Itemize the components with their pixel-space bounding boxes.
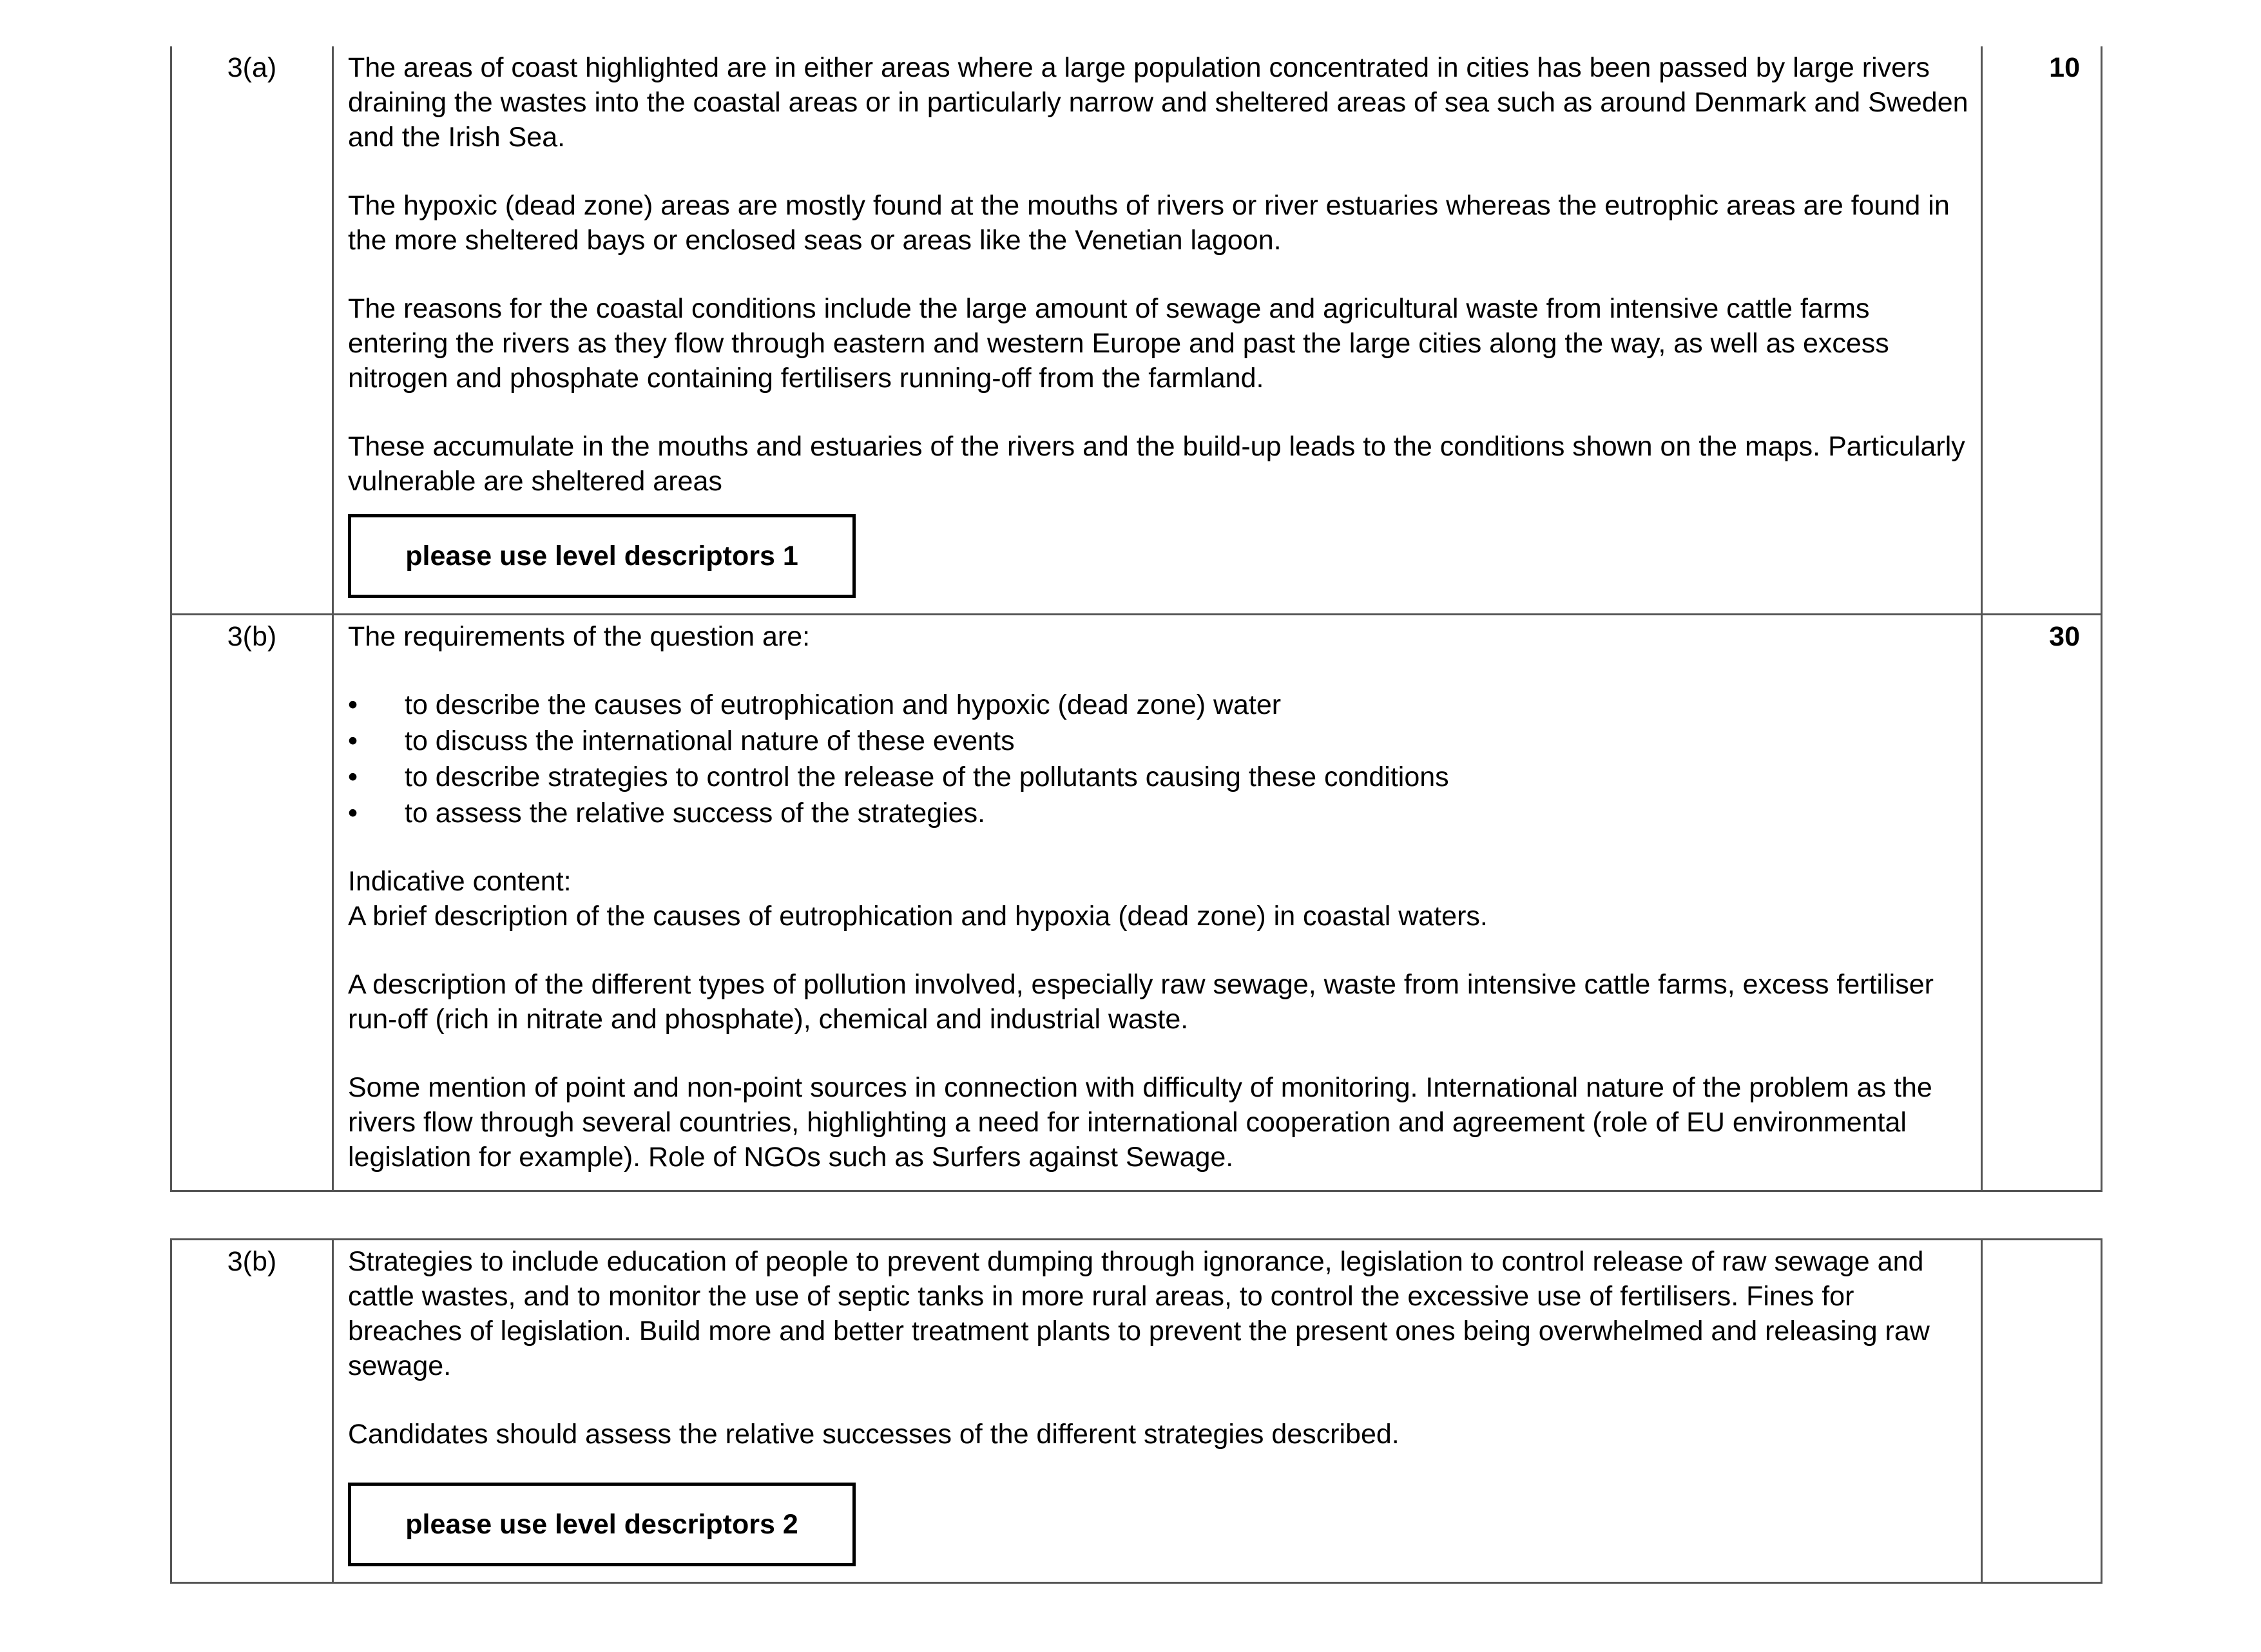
- answer-paragraph: These accumulate in the mouths and estuaries of the rivers and the build-up leads to the conditions shown on the maps. Particularly vulnerable are sheltered areas: [348, 431, 1965, 497]
- marks-value: 10: [1982, 46, 2102, 615]
- marks-value: 30: [1982, 615, 2102, 1191]
- answer-paragraph: Some mention of point and non-point sources in connection with difficulty of monitoring. International nature of the problem as the rivers flow through several countries, highlighting a need for international cooperation and agreement (role of EU environmental legislation for example). Role of NGOs such as Surfers against Sewage.: [348, 1072, 1932, 1173]
- answer-paragraph: Candidates should assess the relative successes of the different strategies described.: [348, 1419, 1400, 1450]
- question-number: 3(b): [171, 615, 333, 1191]
- mark-scheme-table-page-part-2: [170, 1238, 2102, 1584]
- answer-paragraph: Strategies to include education of people to prevent dumping through ignorance, legislation to control release of raw sewage and cattle wastes, and to monitor the use of septic tanks in more rural areas, to control the excessive use of fertilisers. Fines for breaches of legislation. Build more and better treatment plants to prevent the present ones being overwhelmed and releasing raw sewage.: [348, 1246, 1930, 1381]
- answer-paragraph: A description of the different types of pollution involved, especially raw sewage, waste from intensive cattle farms, excess fertiliser run-off (rich in nitrate and phosphate), chemical and industrial waste.: [348, 969, 1934, 1035]
- table-row-3b-continued: [171, 1240, 2102, 1583]
- mark-scheme-table-page-part-1: [170, 46, 2102, 1192]
- question-number: 3(a): [171, 46, 333, 615]
- answer-cell: [333, 46, 1982, 615]
- answer-cell: [333, 615, 1982, 1191]
- level-descriptor-box: please use level descriptors 2: [348, 1483, 856, 1566]
- requirements-intro: The requirements of the question are:: [348, 621, 811, 652]
- list-item: • to describe the causes of eutrophication and hypoxic (dead zone) water: [348, 687, 1973, 722]
- requirements-list: [348, 687, 1973, 831]
- table-row-3a: [171, 46, 2102, 615]
- list-item: • to assess the relative success of the strategies.: [348, 796, 1973, 831]
- answer-paragraph: The reasons for the coastal conditions include the large amount of sewage and agricultural waste from intensive cattle farms entering the rivers as they flow through eastern and western Europe and past the large cities along the way, as well as excess nitrogen and phosphate containing fertilisers running-off from the farmland.: [348, 293, 1889, 394]
- answer-paragraph: The hypoxic (dead zone) areas are mostly found at the mouths of rivers or river estuaries whereas the eutrophic areas are found in the more sheltered bays or enclosed seas or areas like the Venetian lagoon.: [348, 190, 1950, 256]
- question-number: 3(b): [171, 1240, 333, 1583]
- level-descriptor-box: please use level descriptors 1: [348, 514, 856, 598]
- marks-value: [1982, 1240, 2102, 1583]
- list-item: • to describe strategies to control the release of the pollutants causing these conditions: [348, 760, 1973, 794]
- table-row-3b: [171, 615, 2102, 1191]
- answer-cell: [333, 1240, 1982, 1583]
- indicative-heading: Indicative content:: [348, 866, 572, 897]
- list-item: • to discuss the international nature of these events: [348, 724, 1973, 758]
- answer-paragraph: The areas of coast highlighted are in either areas where a large population concentrated in cities has been passed by large rivers draining the wastes into the coastal areas or in particularly narrow and sheltered areas of sea such as around Denmark and Sweden and the Irish Sea.: [348, 52, 1968, 153]
- indicative-line: A brief description of the causes of eutrophication and hypoxia (dead zone) in coastal waters.: [348, 901, 1488, 932]
